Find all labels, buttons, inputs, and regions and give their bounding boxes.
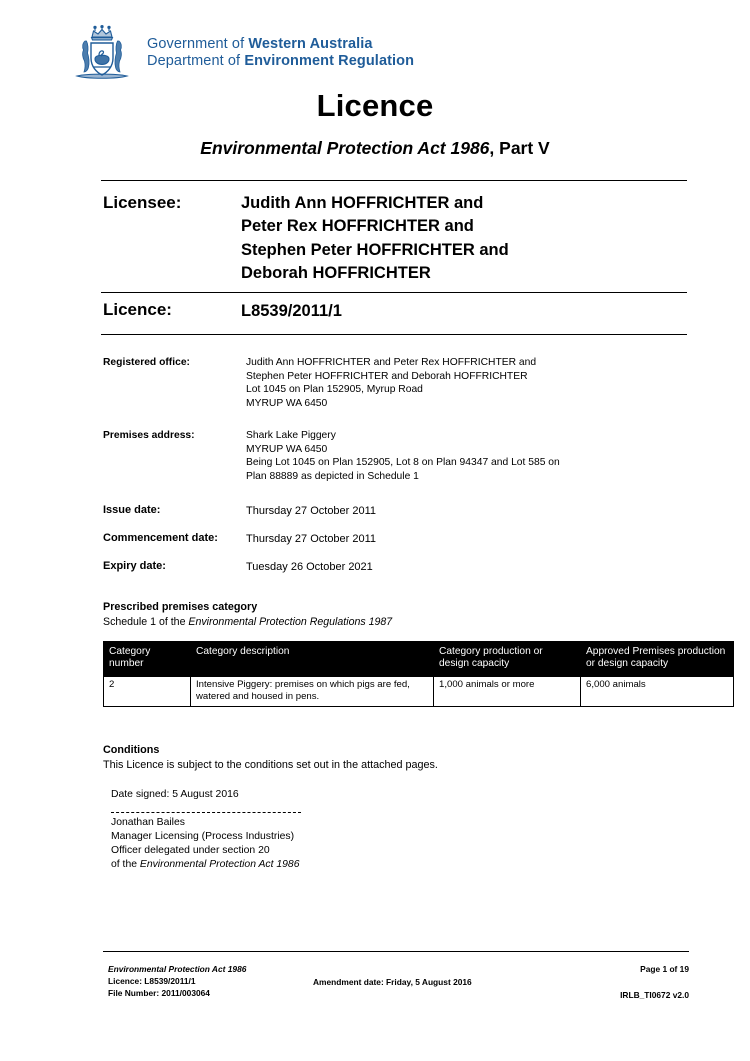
licence-label: Licence: [103,300,172,319]
signatory-act-prefix: of the [111,859,140,871]
signature-line [111,812,301,813]
footer-divider [103,951,689,952]
licensee-names: Judith Ann HOFFRICHTER and Peter Rex HOFFRICHTER and Stephen Peter HOFFRICHTER and Deborah HOFFRICHTER [241,194,509,283]
signatory-act-italic: Environmental Protection Act 1986 [139,859,300,871]
signatory-delegation: Officer delegated under section 20 [111,845,270,857]
divider-middle [101,292,687,293]
licence-number: L8539/2011/1 [241,302,342,320]
registered-office-label: Registered office: [103,357,190,368]
cell-category-description: Intensive Piggery: premises on which pigs are fed, watered and housed in pens. [191,676,434,706]
table-header-row [104,642,734,677]
signatory-role: Manager Licensing (Process Industries) [111,831,295,843]
department-line [147,53,414,70]
regulations-name-italic: Environmental Protection Regulations 1987 [188,616,393,628]
western-australia-text: Western Australia [248,35,373,52]
signatory-act-line [111,858,300,872]
government-line [147,36,414,53]
act-part-text: , Part V [489,138,550,158]
conditions-text: This Licence is subject to the conditions set out in the attached pages. [103,759,438,771]
issue-date-value: Thursday 27 October 2011 [246,505,377,517]
expiry-date-value: Tuesday 26 October 2021 [246,561,373,573]
expiry-date-label: Expiry date: [103,560,166,572]
footer-page-number: Page 1 of 19 [640,964,689,974]
footer-act-name [108,963,246,975]
page-content [63,0,726,1061]
act-subtitle [63,138,687,159]
government-header [71,24,414,82]
schedule-reference [103,616,392,628]
divider-bottom [101,334,687,335]
date-signed: Date signed: 5 August 2016 [111,789,239,800]
prescribed-premises-heading: Prescribed premises category [103,601,258,613]
page-footer [103,963,689,1013]
government-of-text: Government of [147,35,249,52]
signatory-block [111,816,300,872]
licensee-label: Licensee: [103,193,182,212]
act-name-italic: Environmental Protection Act 1986 [200,138,490,158]
footer-left-block [108,963,246,1000]
schedule-prefix-text: Schedule 1 of the [103,616,189,628]
cell-category-capacity: 1,000 animals or more [434,676,581,706]
footer-template-id: IRLB_TI0672 v2.0 [620,990,689,1000]
commencement-date-label: Commencement date: [103,532,218,544]
conditions-heading: Conditions [103,744,160,756]
wa-state-crest-icon [71,24,133,82]
government-wordmark [147,36,414,70]
footer-amendment-date: Amendment date: Friday, 5 August 2016 [313,977,472,987]
premises-address-label: Premises address: [103,430,195,441]
issue-date-label: Issue date: [103,504,161,516]
footer-licence-number: Licence: L8539/2011/1 [108,976,196,987]
column-header-approved-capacity: Approved Premises production or design capacity [581,642,734,677]
cell-approved-capacity: 6,000 animals [581,676,734,706]
signatory-name: Jonathan Bailes [111,817,185,828]
cell-category-number: 2 [104,676,191,706]
department-of-text: Department of [147,53,245,69]
table-row [104,676,734,706]
footer-file-number: File Number: 2011/003064 [108,988,210,999]
category-table [103,641,734,707]
column-header-category-description: Category description [191,642,434,677]
page-title: Licence [316,88,434,123]
column-header-category-capacity: Category production or design capacity [434,642,581,677]
premises-address-value: Shark Lake Piggery MYRUP WA 6450 Being Lot 1045 on Plan 152905, Lot 8 on Plan 94347 and Lot 585 on Plan 88889 as depicted in Schedule 1 [246,430,560,483]
registered-office-value: Judith Ann HOFFRICHTER and Peter Rex HOFFRICHTER and Stephen Peter HOFFRICHTER and Deborah HOFFRICHTER Lot 1045 on Plan 152905, Myrup Road MYRUP WA 6450 [246,357,537,410]
footer-act-italic: Environmental Protection Act 1986 [108,964,247,974]
divider-top [101,180,687,181]
column-header-category-number: Category number [104,642,191,677]
environment-regulation-text: Environment Regulation [244,53,415,69]
commencement-date-value: Thursday 27 October 2011 [246,533,377,545]
